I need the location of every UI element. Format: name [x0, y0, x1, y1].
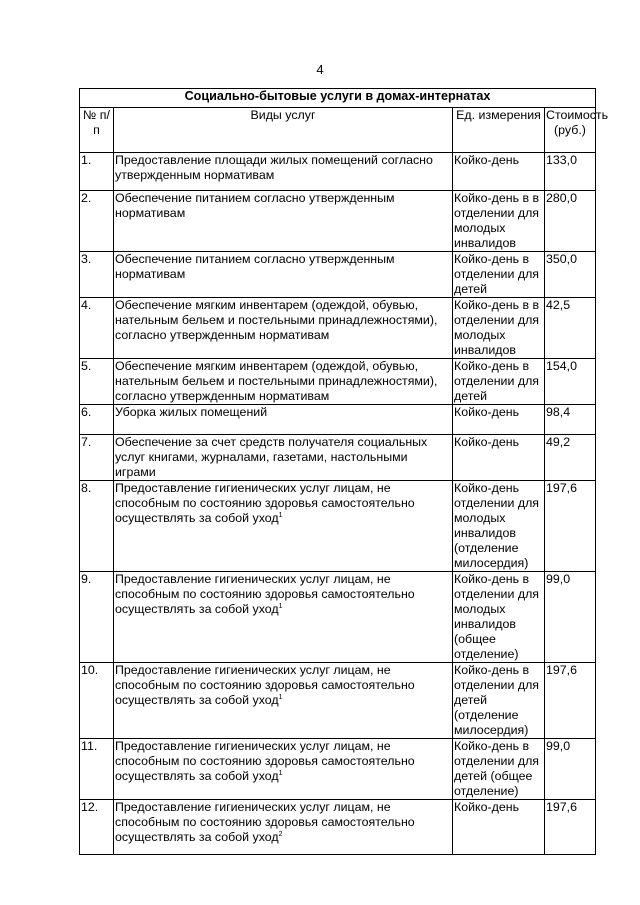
- row-number: 4.: [80, 298, 114, 359]
- unit-cell: Койко-день отделении для молодых инвалидов (отделение милосердия): [453, 481, 545, 572]
- cost-cell: 42,5: [545, 298, 596, 359]
- header-service: Виды услуг: [114, 108, 453, 153]
- service-text: Предоставление гигиенических услуг лицам, не способным по состоянию здоровья самостоятельно осуществлять за собой уход: [115, 572, 415, 616]
- cost-cell: 98,4: [545, 405, 596, 435]
- service-cell: [114, 739, 453, 800]
- unit-cell: Койко-день в отделении для детей: [453, 359, 545, 405]
- cost-cell: 154,0: [545, 359, 596, 405]
- service-text: Предоставление гигиенических услуг лицам, не способным по состоянию здоровья самостоятельно осуществлять за собой уход: [115, 739, 415, 783]
- service-text: Предоставление площади жилых помещений согласно утвержденным нормативам: [115, 153, 433, 182]
- unit-cell: Койко-день в отделении для детей (отделение милосердия): [453, 663, 545, 739]
- table-row: [80, 572, 596, 663]
- table-row: [80, 663, 596, 739]
- unit-cell: Койко-день в отделении для детей: [453, 252, 545, 298]
- service-cell: [114, 405, 453, 435]
- cost-cell: 133,0: [545, 153, 596, 191]
- unit-cell: Койко-день: [453, 435, 545, 481]
- cost-cell: 99,0: [545, 572, 596, 663]
- service-cell: [114, 191, 453, 252]
- row-number: 7.: [80, 435, 114, 481]
- row-number: 5.: [80, 359, 114, 405]
- unit-cell: Койко-день: [453, 800, 545, 855]
- footnote-mark: 1: [278, 511, 283, 519]
- service-cell: [114, 572, 453, 663]
- service-text: Обеспечение мягким инвентарем (одеждой, обувью, нательным бельем и постельными принадлежностями), согласно утвержденным нормативам: [115, 298, 438, 342]
- page-number: 4: [316, 62, 324, 77]
- header-unit: Ед. измерения: [453, 108, 545, 153]
- row-number: 6.: [80, 405, 114, 435]
- unit-cell: Койко-день в отделении для молодых инвалидов (общее отделение): [453, 572, 545, 663]
- service-cell: [114, 252, 453, 298]
- unit-cell: Койко-день в отделении для детей (общее отделение): [453, 739, 545, 800]
- table-row: [80, 800, 596, 855]
- header-num: № п/п: [80, 108, 114, 153]
- row-number: 11.: [80, 739, 114, 800]
- row-number: 9.: [80, 572, 114, 663]
- footnote-mark: 1: [278, 769, 283, 777]
- row-number: 10.: [80, 663, 114, 739]
- service-cell: [114, 298, 453, 359]
- cost-cell: 280,0: [545, 191, 596, 252]
- row-number: 1.: [80, 153, 114, 191]
- table-row: [80, 252, 596, 298]
- cost-cell: 197,6: [545, 663, 596, 739]
- service-text: Предоставление гигиенических услуг лицам, не способным по состоянию здоровья самостоятельно осуществлять за собой уход: [115, 663, 415, 707]
- service-text: Обеспечение питанием согласно утвержденным нормативам: [115, 252, 395, 281]
- header-cost: Стоимость (руб.): [545, 108, 596, 153]
- table-row: [80, 481, 596, 572]
- cost-cell: 197,6: [545, 481, 596, 572]
- table-body: [80, 153, 596, 855]
- service-text: Предоставление гигиенических услуг лицам, не способным по состоянию здоровья самостоятельно осуществлять за собой уход: [115, 800, 415, 844]
- cost-cell: 197,6: [545, 800, 596, 855]
- service-cell: [114, 153, 453, 191]
- footnote-mark: 1: [278, 693, 283, 701]
- cost-cell: 49,2: [545, 435, 596, 481]
- row-number: 8.: [80, 481, 114, 572]
- cost-cell: 99,0: [545, 739, 596, 800]
- service-cell: [114, 435, 453, 481]
- service-cell: [114, 800, 453, 855]
- service-cell: [114, 481, 453, 572]
- service-cell: [114, 663, 453, 739]
- service-text: Обеспечение питанием согласно утвержденным нормативам: [115, 191, 395, 220]
- footnote-mark: 2: [278, 830, 283, 838]
- service-text: Обеспечение за счет средств получателя социальных услуг книгами, журналами, газетами, настольными играми: [115, 435, 428, 479]
- services-table: [79, 88, 609, 855]
- table-row: [80, 153, 596, 191]
- cost-cell: 350,0: [545, 252, 596, 298]
- unit-cell: Койко-день в в отделении для молодых инвалидов: [453, 298, 545, 359]
- service-text: Уборка жилых помещений: [115, 405, 268, 419]
- table-row: [80, 359, 596, 405]
- table-caption: Социально-бытовые услуги в домах-интернатах: [80, 89, 596, 108]
- row-number: 12.: [80, 800, 114, 855]
- row-number: 2.: [80, 191, 114, 252]
- row-number: 3.: [80, 252, 114, 298]
- footnote-mark: 1: [278, 602, 283, 610]
- service-text: Предоставление гигиенических услуг лицам, не способным по состоянию здоровья самостоятельно осуществлять за собой уход: [115, 481, 415, 525]
- unit-cell: Койко-день: [453, 405, 545, 435]
- service-cell: [114, 359, 453, 405]
- table-row: [80, 191, 596, 252]
- unit-cell: Койко-день в в отделении для молодых инвалидов: [453, 191, 545, 252]
- service-text: Обеспечение мягким инвентарем (одеждой, обувью, нательным бельем и постельными принадлежностями), согласно утвержденным нормативам: [115, 359, 438, 403]
- table-row: [80, 298, 596, 359]
- table-row: [80, 435, 596, 481]
- unit-cell: Койко-день: [453, 153, 545, 191]
- table-row: [80, 739, 596, 800]
- table-row: [80, 405, 596, 435]
